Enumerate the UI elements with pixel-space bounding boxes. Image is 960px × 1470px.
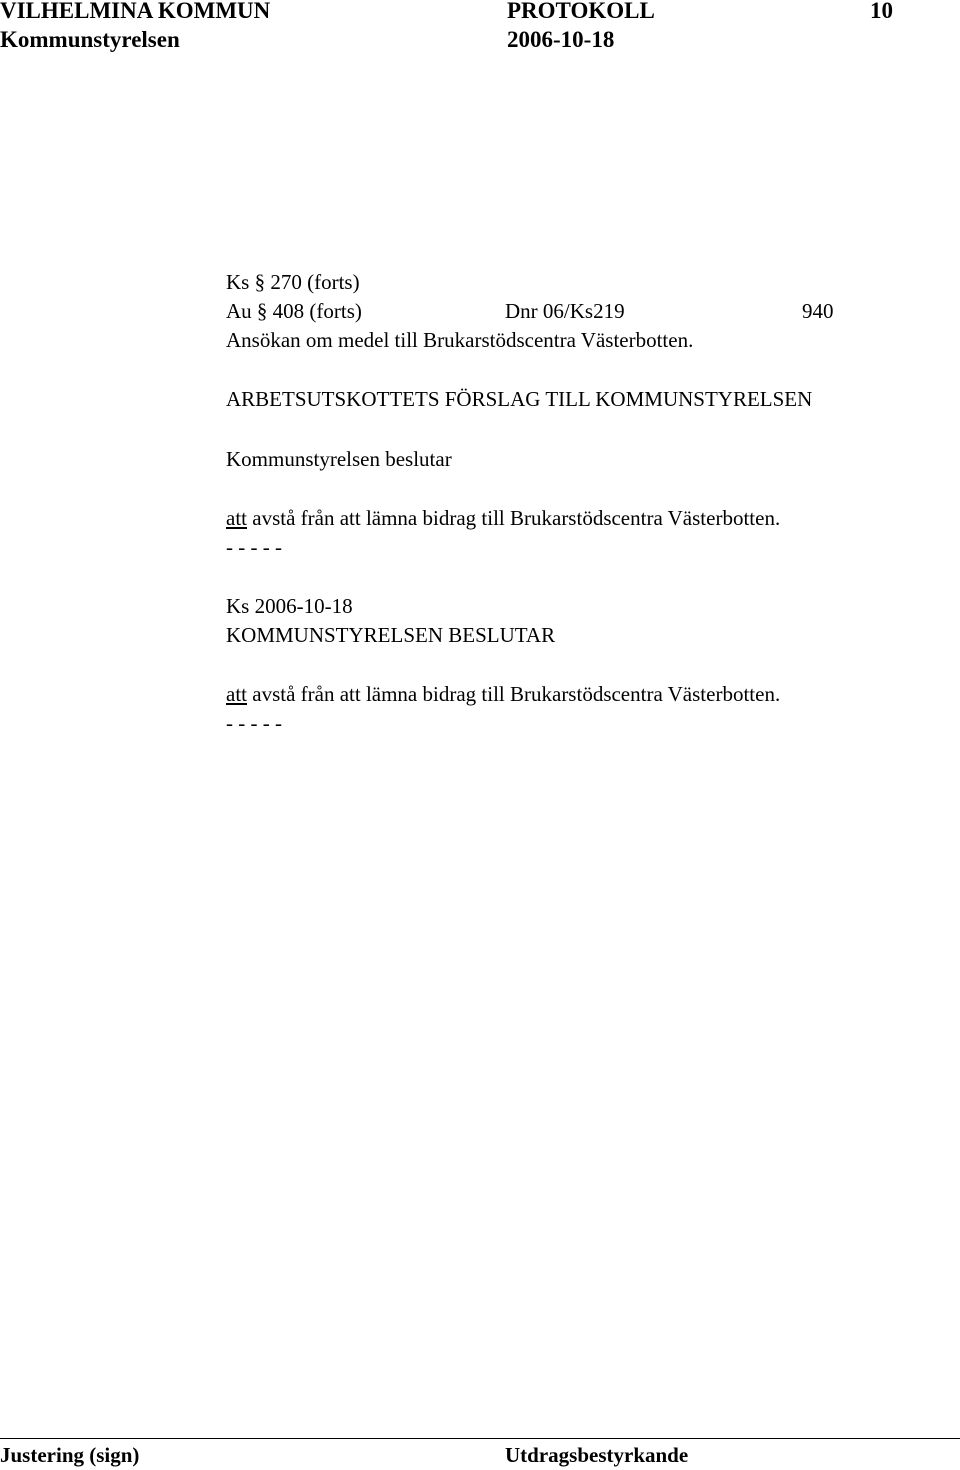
decision-ks-date: Ks 2006-10-18 <box>226 594 353 618</box>
au-paragraph: Au § 408 (forts) <box>226 299 362 323</box>
archive-code: 940 <box>802 299 834 323</box>
municipality-name: VILHELMINA KOMMUN <box>0 0 271 23</box>
case-subject: Ansökan om medel till Brukarstödscentra Västerbotten. <box>226 328 694 352</box>
proposal-decision-text: avstå från att lämna bidrag till Brukarstödscentra Västerbotten. <box>247 506 781 530</box>
committee-name: Kommunstyrelsen <box>0 27 180 52</box>
att-keyword: att <box>226 506 247 530</box>
proposal-heading: ARBETSUTSKOTTETS FÖRSLAG TILL KOMMUNSTYRELSEN <box>226 387 813 411</box>
footer-divider <box>0 1438 960 1439</box>
page-number: 10 <box>870 0 893 23</box>
final-decision <box>226 682 780 706</box>
final-decision-text: avstå från att lämna bidrag till Brukarstödscentra Västerbotten. <box>247 682 781 706</box>
meeting-date: 2006-10-18 <box>507 27 615 52</box>
proposal-intro: Kommunstyrelsen beslutar <box>226 447 452 471</box>
proposal-decision <box>226 506 780 530</box>
footer-justering: Justering (sign) <box>0 1443 140 1467</box>
decision-separator: - - - - - <box>226 711 282 735</box>
document-type: PROTOKOLL <box>507 0 655 23</box>
ks-paragraph: Ks § 270 (forts) <box>226 270 360 294</box>
diary-number: Dnr 06/Ks219 <box>505 299 625 323</box>
footer-utdragsbestyrkande: Utdragsbestyrkande <box>505 1443 689 1467</box>
decision-heading: KOMMUNSTYRELSEN BESLUTAR <box>226 623 556 647</box>
proposal-separator: - - - - - <box>226 535 282 559</box>
att-keyword: att <box>226 682 247 706</box>
